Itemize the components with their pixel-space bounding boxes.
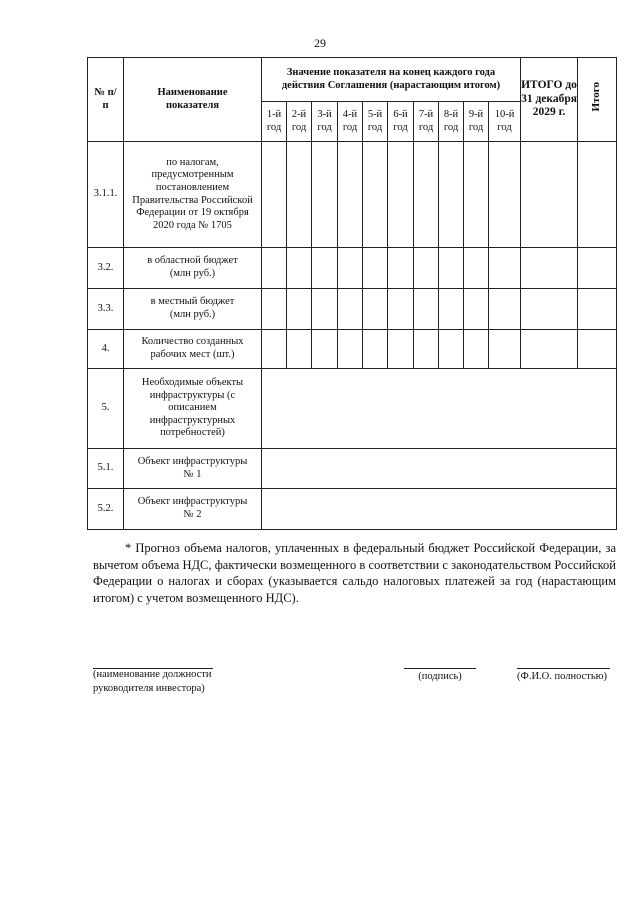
empty-cell bbox=[464, 330, 489, 369]
header-total-2029 bbox=[521, 58, 578, 142]
indicator-table bbox=[87, 57, 617, 530]
row-name: Количество созданных рабочих мест (шт.) bbox=[124, 330, 262, 369]
empty-cell bbox=[489, 142, 521, 248]
empty-cell bbox=[414, 248, 439, 289]
position-caption bbox=[93, 668, 263, 696]
empty-cell bbox=[312, 330, 338, 369]
row-name: Необходимые объекты инфраструктуры (с описанием инфраструктурных потребностей) bbox=[124, 369, 262, 449]
header-total-2029-text: ИТОГО до 31 декабря 2029 г. bbox=[521, 78, 577, 119]
header-total bbox=[578, 58, 617, 142]
page-number: 29 bbox=[314, 36, 326, 50]
empty-cell bbox=[388, 248, 414, 289]
row-num: 5.2. bbox=[88, 489, 124, 530]
footnote-text: * Прогноз объема налогов, уплаченных в федеральный бюджет Российской Федерации, за вычетом объема НДС, фактически возмещенного в соответствии с законодательством Российской Федерации о налогах и сборах (указывается сальдо налоговых платежей за год (нарастающим итогом) с учетом возмещенного НДС). bbox=[93, 541, 616, 605]
row-num: 3.3. bbox=[88, 289, 124, 330]
year-3: 3-й год bbox=[312, 102, 338, 142]
empty-cell bbox=[521, 142, 578, 248]
year-4: 4-й год bbox=[338, 102, 363, 142]
table-row bbox=[88, 142, 617, 248]
empty-cell bbox=[287, 248, 312, 289]
year-5: 5-й год bbox=[363, 102, 388, 142]
position-caption-line1: (наименование должности bbox=[93, 669, 212, 680]
empty-cell bbox=[578, 289, 617, 330]
empty-cell bbox=[578, 248, 617, 289]
year-10: 10-й год bbox=[489, 102, 521, 142]
empty-cell bbox=[578, 142, 617, 248]
merged-cell bbox=[262, 449, 617, 489]
empty-cell bbox=[338, 142, 363, 248]
year-1: 1-й год bbox=[262, 102, 287, 142]
row-name: Объект инфраструктуры № 2 bbox=[124, 489, 262, 530]
year-8: 8-й год bbox=[439, 102, 464, 142]
header-value-group: Значение показателя на конец каждого года действия Соглашения (нарастающим итогом) bbox=[262, 58, 521, 102]
empty-cell bbox=[414, 142, 439, 248]
empty-cell bbox=[363, 248, 388, 289]
empty-cell bbox=[287, 330, 312, 369]
empty-cell bbox=[338, 289, 363, 330]
empty-cell bbox=[521, 330, 578, 369]
empty-cell bbox=[439, 330, 464, 369]
header-name: Наименование показателя bbox=[124, 58, 262, 142]
empty-cell bbox=[489, 248, 521, 289]
table-row bbox=[88, 449, 617, 489]
empty-cell bbox=[489, 330, 521, 369]
merged-cell bbox=[262, 489, 617, 530]
empty-cell bbox=[338, 330, 363, 369]
fullname-caption: (Ф.И.О. полностью) bbox=[517, 671, 607, 682]
row-name: по налогам, предусмотренным постановлением Правительства Российской Федерации от 19 октября 2020 года № 1705 bbox=[124, 142, 262, 248]
empty-cell bbox=[262, 248, 287, 289]
empty-cell bbox=[439, 248, 464, 289]
empty-cell bbox=[388, 330, 414, 369]
position-caption-line2: руководителя инвестора) bbox=[93, 683, 205, 695]
year-7: 7-й год bbox=[414, 102, 439, 142]
empty-cell bbox=[439, 289, 464, 330]
empty-cell bbox=[312, 142, 338, 248]
empty-cell bbox=[262, 289, 287, 330]
empty-cell bbox=[262, 142, 287, 248]
table-row bbox=[88, 489, 617, 530]
empty-cell bbox=[414, 289, 439, 330]
row-name: в областной бюджет (млн руб.) bbox=[124, 248, 262, 289]
table-row bbox=[88, 248, 617, 289]
header-total-text: Итого bbox=[590, 82, 603, 112]
empty-cell bbox=[262, 330, 287, 369]
empty-cell bbox=[363, 289, 388, 330]
empty-cell bbox=[338, 248, 363, 289]
signature-line bbox=[404, 668, 476, 669]
row-name: в местный бюджет (млн руб.) bbox=[124, 289, 262, 330]
row-num: 3.2. bbox=[88, 248, 124, 289]
empty-cell bbox=[287, 289, 312, 330]
table-row bbox=[88, 289, 617, 330]
empty-cell bbox=[363, 330, 388, 369]
table-row bbox=[88, 330, 617, 369]
row-num: 5.1. bbox=[88, 449, 124, 489]
empty-cell bbox=[312, 248, 338, 289]
empty-cell bbox=[287, 142, 312, 248]
row-num: 5. bbox=[88, 369, 124, 449]
row-num: 4. bbox=[88, 330, 124, 369]
merged-cell bbox=[262, 369, 617, 449]
fullname-line bbox=[517, 668, 610, 669]
empty-cell bbox=[464, 142, 489, 248]
empty-cell bbox=[363, 142, 388, 248]
empty-cell bbox=[388, 289, 414, 330]
year-9: 9-й год bbox=[464, 102, 489, 142]
header-num: № п/п bbox=[88, 58, 124, 142]
empty-cell bbox=[388, 142, 414, 248]
empty-cell bbox=[312, 289, 338, 330]
year-2: 2-й год bbox=[287, 102, 312, 142]
row-num: 3.1.1. bbox=[88, 142, 124, 248]
empty-cell bbox=[464, 289, 489, 330]
empty-cell bbox=[414, 330, 439, 369]
empty-cell bbox=[489, 289, 521, 330]
empty-cell bbox=[578, 330, 617, 369]
empty-cell bbox=[464, 248, 489, 289]
empty-cell bbox=[521, 289, 578, 330]
year-6: 6-й год bbox=[388, 102, 414, 142]
footnote bbox=[93, 540, 616, 606]
table-row bbox=[88, 369, 617, 449]
empty-cell bbox=[439, 142, 464, 248]
empty-cell bbox=[521, 248, 578, 289]
row-name: Объект инфраструктуры № 1 bbox=[124, 449, 262, 489]
signature-caption: (подпись) bbox=[418, 671, 462, 682]
